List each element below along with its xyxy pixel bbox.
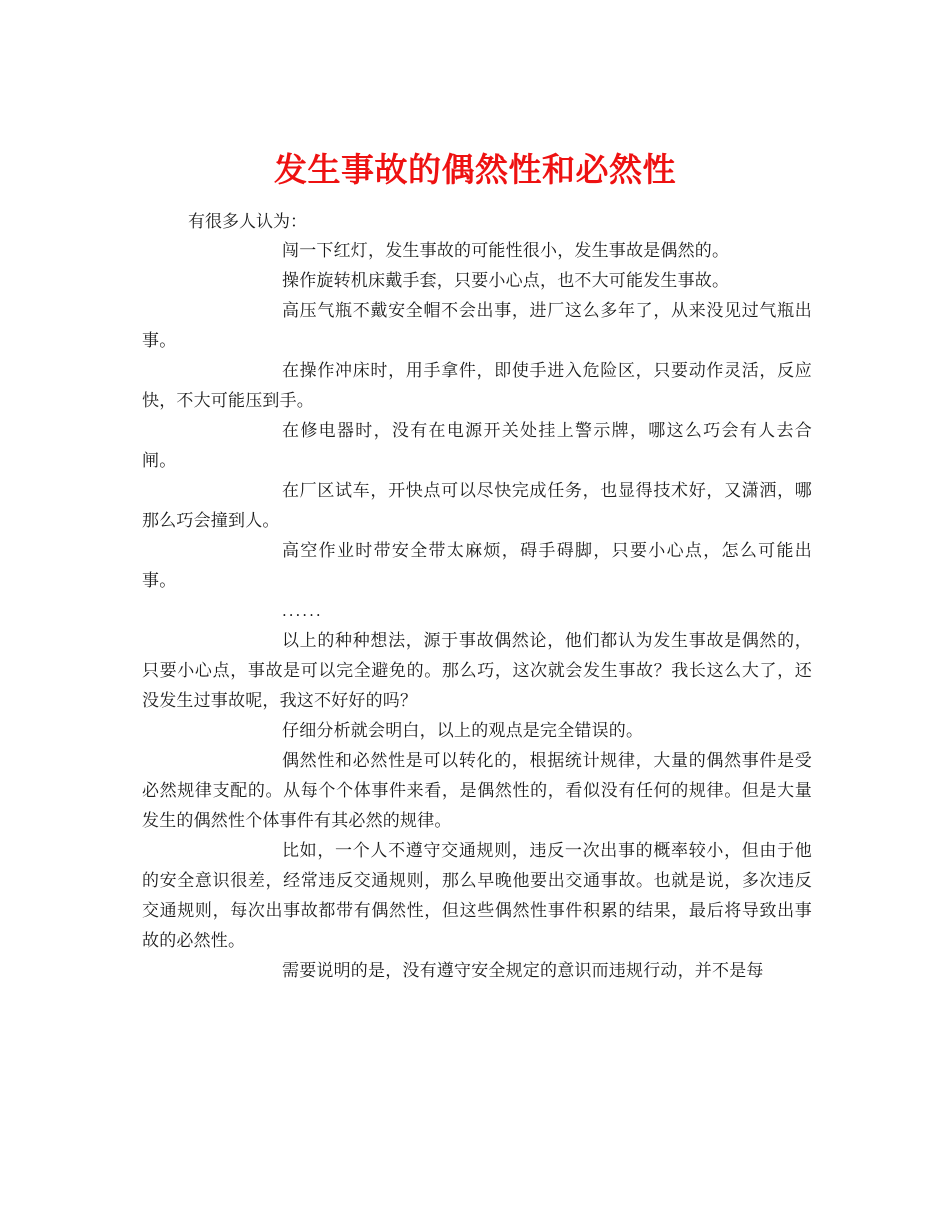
paragraph-traffic-example: 比如，一个人不遵守交通规则，违反一次出事的概率较小，但由于他的安全意识很差，经常违反交通规则，那么早晚他要出交通事故。也就是说，多次违反交通规则，每次出事故都带有偶然性，但这些偶然性事件积累的结果，最后将导致出事故的必然性。: [142, 841, 812, 951]
paragraph-red-light: 闯一下红灯，发生事故的可能性很小，发生事故是偶然的。: [282, 241, 730, 261]
paragraph-test-drive: 在厂区试车，开快点可以尽快完成任务，也显得技术好，又潇洒，哪那么巧会撞到人。: [142, 481, 812, 531]
paragraph-lathe-gloves: 操作旋转机床戴手套，只要小心点，也不大可能发生事故。: [282, 271, 730, 291]
ellipsis-line: ......: [282, 602, 323, 620]
paragraph-chance-and-necessity: 偶然性和必然性是可以转化的，根据统计规律，大量的偶然事件是受必然规律支配的。从每个个体事件来看，是偶然性的，看似没有任何的规律。但是大量发生的偶然性个体事件有其必然的规律。: [142, 751, 812, 831]
document-body: [142, 236, 812, 986]
paragraph-electrical-repair: 在修电器时，没有在电源开关处挂上警示牌，哪这么巧会有人去合闸。: [142, 421, 812, 471]
intro-line: 有很多人认为：: [188, 212, 307, 232]
paragraph-note: 需要说明的是，没有遵守安全规定的意识而违规行动，并不是每: [282, 961, 764, 981]
document-title: 发生事故的偶然性和必然性: [274, 150, 676, 190]
paragraph-accident-chance-theory: 以上的种种想法，源于事故偶然论，他们都认为发生事故是偶然的，只要小心点，事故是可以完全避免的。那么巧，这次就会发生事故？我长这么大了，还没发生过事故呢，我这不好好的吗？: [142, 631, 812, 711]
paragraph-gas-cylinder: 高压气瓶不戴安全帽不会出事，进厂这么多年了，从来没见过气瓶出事。: [142, 301, 812, 351]
paragraph-punch-press: 在操作冲床时，用手拿件，即使手进入危险区，只要动作灵活，反应快，不大可能压到手。: [142, 361, 812, 411]
paragraph-height-work: 高空作业时带安全带太麻烦，碍手碍脚，只要小心点，怎么可能出事。: [142, 541, 812, 591]
paragraph-analysis: 仔细分析就会明白，以上的观点是完全错误的。: [282, 721, 644, 741]
